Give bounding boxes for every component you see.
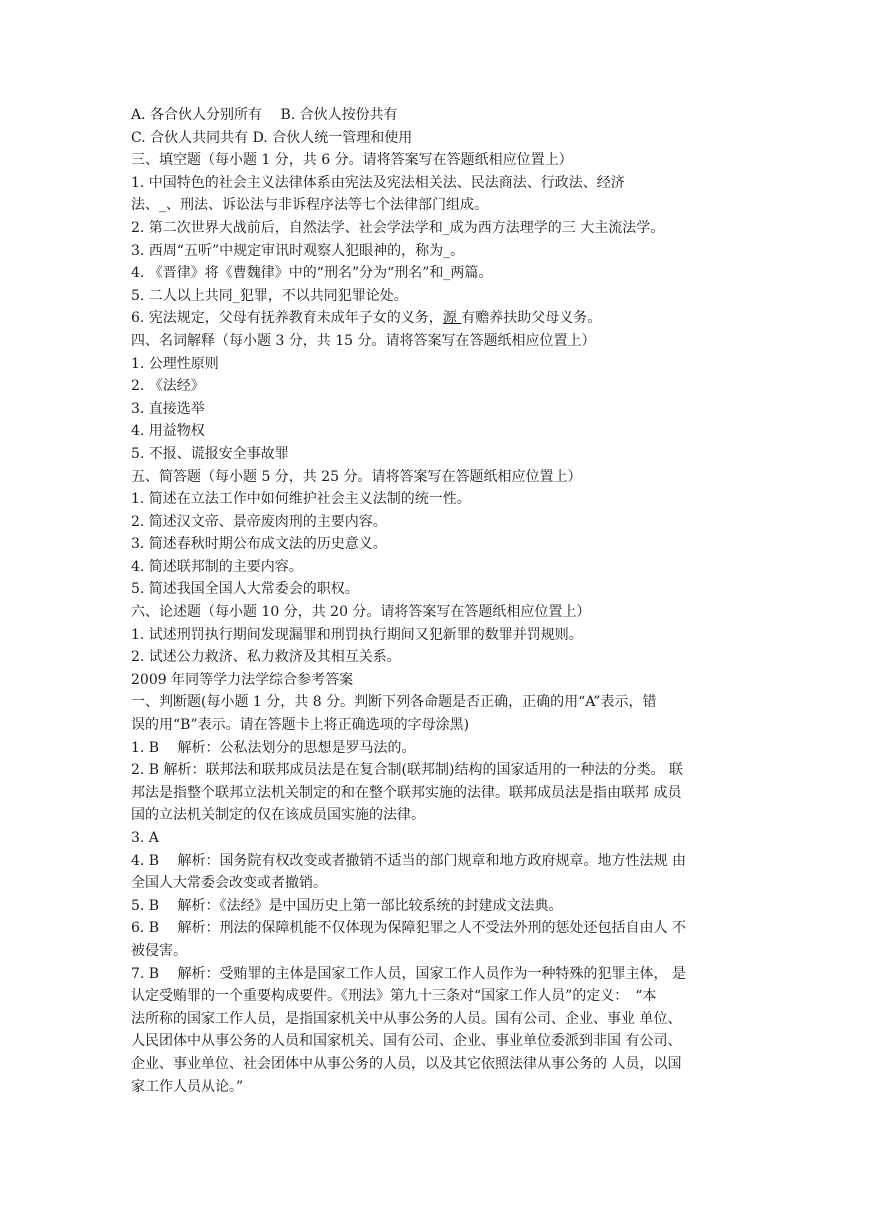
short-answer-1: 1. 简述在立法工作中如何维护社会主义法制的统一性。	[131, 491, 471, 508]
fill-question-2: 2. 第二次世界大战前后，自然法学、社会学法学和_成为西方法理学的三 大主流法学。	[131, 219, 665, 236]
answer-2-cont-1: 邦法是指整个联邦立法机关制定的和在整个联邦实施的法律。联邦成员法是指由联邦 成员	[131, 784, 682, 801]
document-page	[131, 104, 741, 1098]
fill-question-1: 1. 中国特色的社会主义法律体系由宪法及宪法相关法、民法商法、行政法、经济	[131, 174, 625, 191]
answer-3: 3. A	[131, 830, 159, 846]
answer-6-cont: 被侵害。	[131, 942, 187, 959]
answer-7-cont-5: 家工作人员从论。”	[131, 1078, 244, 1095]
term-5: 5. 不报、谎报安全事故罪	[131, 445, 289, 462]
fill-question-1-cont: 法、_、刑法、诉讼法与非诉程序法等七个法律部门组成。	[131, 197, 488, 214]
answer-7-cont-2: 法所称的国家工作人员，是指国家机关中从事公务的人员。国有公司、企业、事业 单位、	[131, 1010, 682, 1027]
fill-question-6-underlined: 源	[442, 310, 462, 327]
short-answer-5: 5. 简述我国全国人大常委会的职权。	[131, 581, 359, 598]
answer-7: 7. B 解析：受贿罪的主体是国家工作人员，国家工作人员作为一种特殊的犯罪主体， 是	[131, 965, 686, 982]
fill-question-3: 3. 西周“五听”中规定审讯时观察人犯眼神的，称为_。	[131, 242, 465, 259]
essay-1: 1. 试述刑罚执行期间发现漏罪和刑罚执行期间又犯新罪的数罪并罚规则。	[131, 626, 583, 643]
section-heading-essay: 六、论述题（每小题 10 分，共 20 分。请将答案写在答题纸相应位置上）	[131, 604, 591, 621]
term-1: 1. 公理性原则	[131, 355, 219, 372]
answer-1: 1. B 解析：公私法划分的思想是罗马法的。	[131, 739, 416, 756]
answer-7-cont-4: 企业、事业单位、社会团体中从事公务的人员，以及其它依照法律从事公务的 人员，以国	[131, 1055, 682, 1072]
fill-question-5: 5. 二人以上共同_犯罪，不以共同犯罪论处。	[131, 287, 408, 304]
short-answer-4: 4. 简述联邦制的主要内容。	[131, 558, 303, 575]
section-heading-true-false-cont: 误的用“B”表示。请在答题卡上将正确选项的字母涂黑)	[131, 717, 470, 734]
section-heading-short-answer: 五、简答题（每小题 5 分，共 25 分。请将答案写在答题纸相应位置上）	[131, 468, 582, 485]
answer-4: 4. B 解析：国务院有权改变或者撤销不适当的部门规章和地方政府规章。地方性法规 由	[131, 852, 686, 869]
section-heading-fill-in: 三、填空题（每小题 1 分，共 6 分。请将答案写在答题纸相应位置上）	[131, 152, 573, 169]
option-line-cd: C. 合伙人共同共有 D. 合伙人统一管理和使用	[131, 129, 413, 146]
section-heading-true-false: 一、判断题(每小题 1 分，共 8 分。判断下列各命题是否正确，正确的用“A”表示，错	[131, 694, 657, 711]
term-3: 3. 直接选举	[131, 400, 205, 417]
fill-question-6-part1: 6. 宪法规定，父母有抚养教育未成年子女的义务，	[131, 310, 443, 327]
short-answer-2: 2. 简述汉文帝、景帝废肉刑的主要内容。	[131, 513, 387, 530]
answer-7-cont-3: 人民团体中从事公务的人员和国家机关、国有公司、企业、事业单位委派到非国 有公司、	[131, 1033, 682, 1050]
answer-5: 5. B 解析：《法经》是中国历史上第一部比较系统的封建成文法典。	[131, 897, 563, 914]
essay-2: 2. 试述公力救济、私力救济及其相互关系。	[131, 649, 401, 666]
answer-2: 2. B 解析：联邦法和联邦成员法是在复合制(联邦制)结构的国家适用的一种法的分类。 联	[131, 762, 683, 779]
answer-6: 6. B 解析：刑法的保障机能不仅体现为保障犯罪之人不受法外刑的惩处还包括自由人 不	[131, 920, 686, 937]
answer-2-cont-2: 国的立法机关制定的仅在该成员国实施的法律。	[131, 807, 425, 824]
fill-question-6	[131, 307, 741, 330]
section-heading-terms: 四、名词解释（每小题 3 分，共 15 分。请将答案写在答题纸相应位置上）	[131, 332, 596, 349]
short-answer-3: 3. 简述春秋时期公布成文法的历史意义。	[131, 536, 387, 553]
term-2: 2. 《法经》	[131, 378, 205, 395]
option-line-ab: A. 各合伙人分别所有 B. 合伙人按份共有	[131, 107, 398, 123]
answer-7-cont-1: 认定受贿罪的一个重要构成要件。《刑法》第九十三条对“国家工作人员”的定义： “本	[131, 988, 657, 1005]
fill-question-6-part2: 有赡养扶助父母义务。	[461, 310, 602, 327]
term-4: 4. 用益物权	[131, 423, 205, 440]
fill-question-4: 4. 《晋律》将《曹魏律》中的“刑名”分为“刑名”和_两篇。	[131, 265, 493, 282]
answer-key-title: 2009 年同等学力法学综合参考答案	[131, 671, 354, 688]
answer-4-cont: 全国人大常委会改变或者撤销。	[131, 875, 327, 892]
